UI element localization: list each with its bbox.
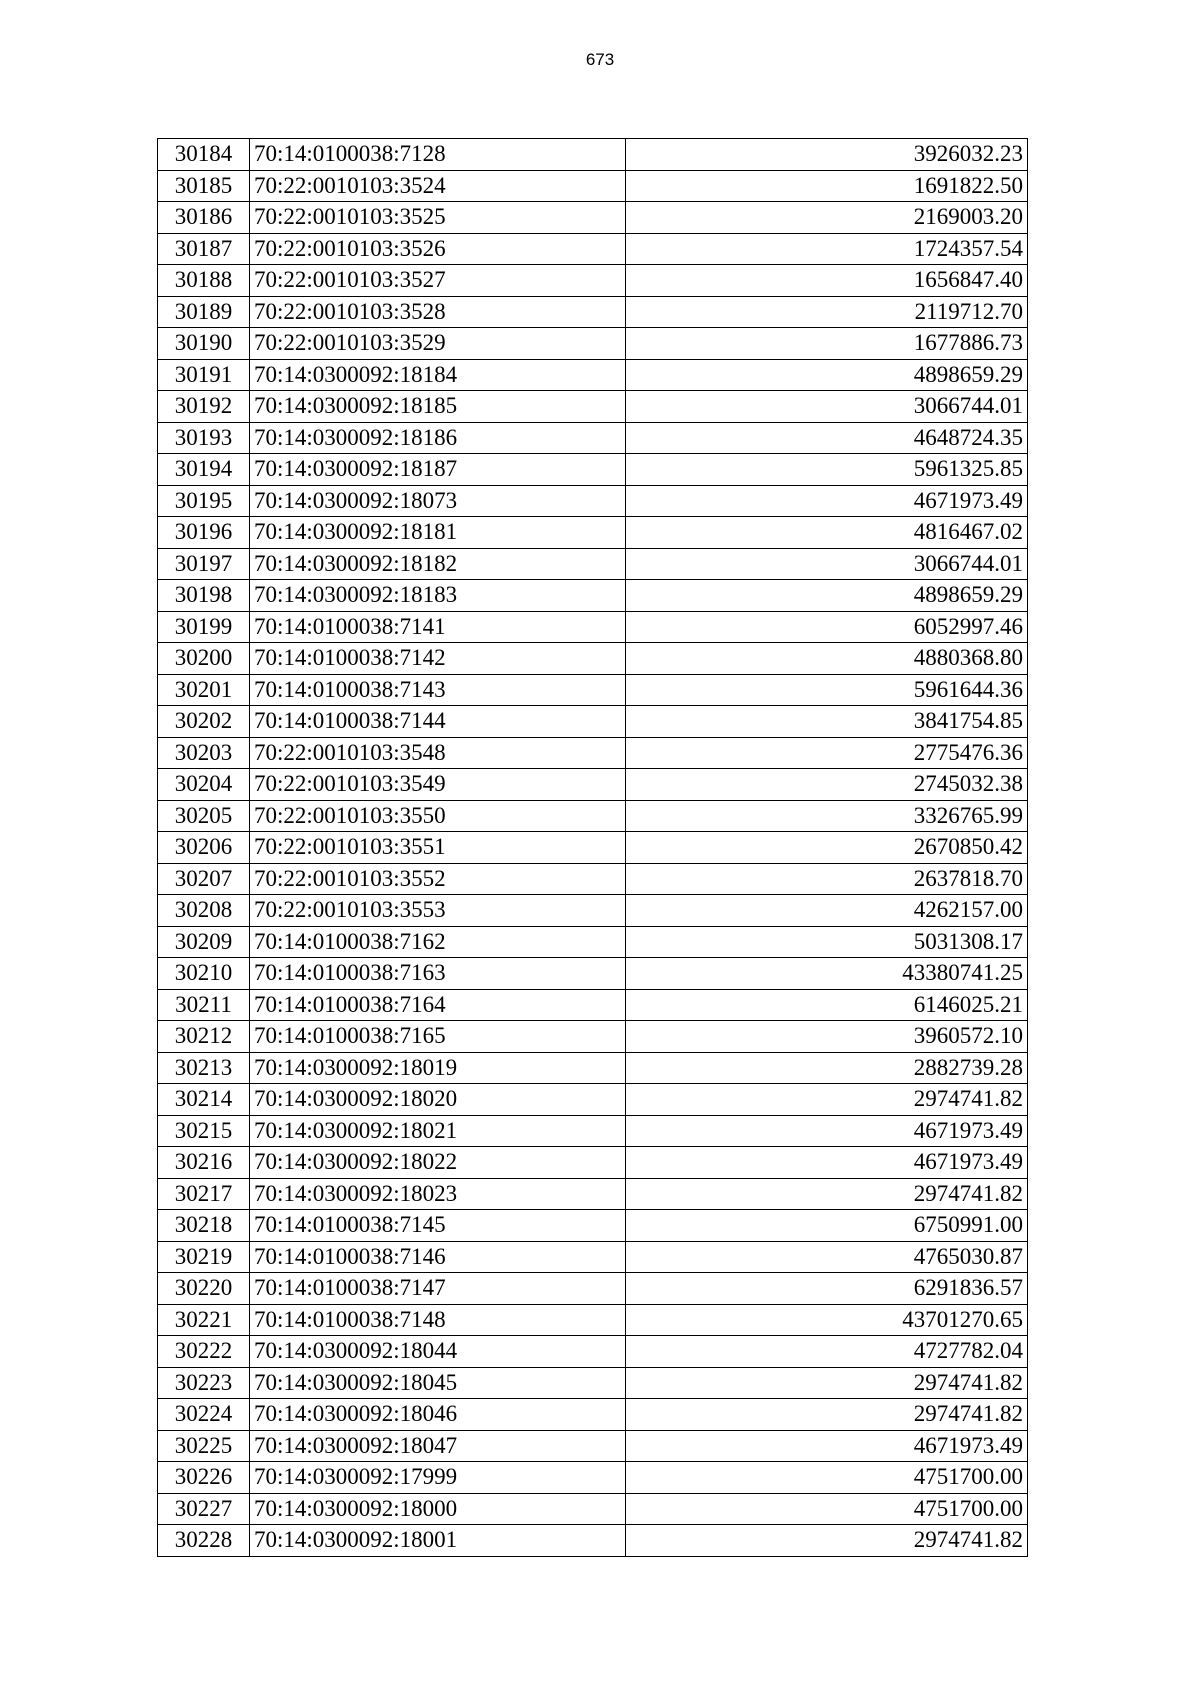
row-number-cell: 30204 bbox=[158, 769, 250, 801]
cadastral-number-cell: 70:14:0300092:17999 bbox=[250, 1462, 626, 1494]
cadastral-value-cell: 4671973.49 bbox=[626, 1115, 1028, 1147]
row-number-cell: 30208 bbox=[158, 895, 250, 927]
table-row bbox=[158, 989, 1028, 1021]
cadastral-number-cell: 70:22:0010103:3549 bbox=[250, 769, 626, 801]
table-row bbox=[158, 454, 1028, 486]
cadastral-value-cell: 43380741.25 bbox=[626, 958, 1028, 990]
cadastral-number-cell: 70:14:0100038:7163 bbox=[250, 958, 626, 990]
cadastral-value-cell: 2974741.82 bbox=[626, 1084, 1028, 1116]
cadastral-value-cell: 6750991.00 bbox=[626, 1210, 1028, 1242]
cadastral-number-cell: 70:14:0100038:7128 bbox=[250, 139, 626, 171]
cadastral-value-cell: 4671973.49 bbox=[626, 485, 1028, 517]
row-number-cell: 30220 bbox=[158, 1273, 250, 1305]
cadastral-value-cell: 4816467.02 bbox=[626, 517, 1028, 549]
cadastral-value-cell: 3326765.99 bbox=[626, 800, 1028, 832]
table-row bbox=[158, 674, 1028, 706]
row-number-cell: 30200 bbox=[158, 643, 250, 675]
table-row bbox=[158, 863, 1028, 895]
row-number-cell: 30199 bbox=[158, 611, 250, 643]
table-row bbox=[158, 895, 1028, 927]
row-number-cell: 30188 bbox=[158, 265, 250, 297]
table-row bbox=[158, 391, 1028, 423]
cadastral-number-cell: 70:14:0100038:7146 bbox=[250, 1241, 626, 1273]
cadastral-number-cell: 70:14:0100038:7144 bbox=[250, 706, 626, 738]
row-number-cell: 30192 bbox=[158, 391, 250, 423]
table-row bbox=[158, 1399, 1028, 1431]
cadastral-number-cell: 70:14:0100038:7164 bbox=[250, 989, 626, 1021]
cadastral-value-cell: 2974741.82 bbox=[626, 1367, 1028, 1399]
cadastral-number-cell: 70:14:0100038:7141 bbox=[250, 611, 626, 643]
cadastral-value-cell: 5031308.17 bbox=[626, 926, 1028, 958]
row-number-cell: 30213 bbox=[158, 1052, 250, 1084]
cadastral-value-cell: 4648724.35 bbox=[626, 422, 1028, 454]
cadastral-value-cell: 6146025.21 bbox=[626, 989, 1028, 1021]
cadastral-value-cell: 43701270.65 bbox=[626, 1304, 1028, 1336]
cadastral-number-cell: 70:14:0300092:18022 bbox=[250, 1147, 626, 1179]
page-number: 673 bbox=[585, 50, 615, 69]
row-number-cell: 30215 bbox=[158, 1115, 250, 1147]
cadastral-number-cell: 70:14:0300092:18019 bbox=[250, 1052, 626, 1084]
row-number-cell: 30189 bbox=[158, 296, 250, 328]
row-number-cell: 30228 bbox=[158, 1525, 250, 1557]
cadastral-value-cell: 4671973.49 bbox=[626, 1147, 1028, 1179]
cadastral-value-cell: 2119712.70 bbox=[626, 296, 1028, 328]
cadastral-number-cell: 70:14:0100038:7147 bbox=[250, 1273, 626, 1305]
row-number-cell: 30214 bbox=[158, 1084, 250, 1116]
table-row bbox=[158, 422, 1028, 454]
row-number-cell: 30227 bbox=[158, 1493, 250, 1525]
cadastral-value-cell: 3926032.23 bbox=[626, 139, 1028, 171]
cadastral-value-cell: 4751700.00 bbox=[626, 1493, 1028, 1525]
cadastral-number-cell: 70:14:0300092:18182 bbox=[250, 548, 626, 580]
table-row bbox=[158, 706, 1028, 738]
table-row bbox=[158, 485, 1028, 517]
table-row bbox=[158, 359, 1028, 391]
cadastral-value-cell: 3066744.01 bbox=[626, 391, 1028, 423]
cadastral-value-cell: 1656847.40 bbox=[626, 265, 1028, 297]
cadastral-number-cell: 70:14:0300092:18046 bbox=[250, 1399, 626, 1431]
table-row bbox=[158, 926, 1028, 958]
table-row bbox=[158, 1367, 1028, 1399]
cadastral-value-cell: 4898659.29 bbox=[626, 580, 1028, 612]
cadastral-value-cell: 5961325.85 bbox=[626, 454, 1028, 486]
row-number-cell: 30187 bbox=[158, 233, 250, 265]
cadastral-number-cell: 70:14:0300092:18023 bbox=[250, 1178, 626, 1210]
cadastral-value-cell: 2974741.82 bbox=[626, 1525, 1028, 1557]
table-row bbox=[158, 517, 1028, 549]
row-number-cell: 30222 bbox=[158, 1336, 250, 1368]
cadastral-number-cell: 70:14:0300092:18000 bbox=[250, 1493, 626, 1525]
row-number-cell: 30197 bbox=[158, 548, 250, 580]
cadastral-value-cell: 3841754.85 bbox=[626, 706, 1028, 738]
row-number-cell: 30185 bbox=[158, 170, 250, 202]
cadastral-value-cell: 4671973.49 bbox=[626, 1430, 1028, 1462]
cadastral-value-cell: 2775476.36 bbox=[626, 737, 1028, 769]
table-row bbox=[158, 643, 1028, 675]
row-number-cell: 30201 bbox=[158, 674, 250, 706]
cadastral-value-cell: 1691822.50 bbox=[626, 170, 1028, 202]
cadastral-value-cell: 4765030.87 bbox=[626, 1241, 1028, 1273]
row-number-cell: 30225 bbox=[158, 1430, 250, 1462]
table-row bbox=[158, 1525, 1028, 1557]
table-row bbox=[158, 1241, 1028, 1273]
table-row bbox=[158, 958, 1028, 990]
cadastral-number-cell: 70:22:0010103:3551 bbox=[250, 832, 626, 864]
row-number-cell: 30194 bbox=[158, 454, 250, 486]
table-row bbox=[158, 1210, 1028, 1242]
row-number-cell: 30224 bbox=[158, 1399, 250, 1431]
row-number-cell: 30205 bbox=[158, 800, 250, 832]
cadastral-number-cell: 70:14:0100038:7145 bbox=[250, 1210, 626, 1242]
cadastral-number-cell: 70:14:0300092:18020 bbox=[250, 1084, 626, 1116]
row-number-cell: 30184 bbox=[158, 139, 250, 171]
cadastral-value-cell: 4751700.00 bbox=[626, 1462, 1028, 1494]
cadastral-number-cell: 70:14:0300092:18047 bbox=[250, 1430, 626, 1462]
cadastral-number-cell: 70:22:0010103:3529 bbox=[250, 328, 626, 360]
row-number-cell: 30218 bbox=[158, 1210, 250, 1242]
cadastral-value-cell: 1677886.73 bbox=[626, 328, 1028, 360]
table-row bbox=[158, 1304, 1028, 1336]
cadastral-value-cell: 2882739.28 bbox=[626, 1052, 1028, 1084]
row-number-cell: 30191 bbox=[158, 359, 250, 391]
table-row bbox=[158, 1147, 1028, 1179]
table-row bbox=[158, 548, 1028, 580]
cadastral-number-cell: 70:22:0010103:3553 bbox=[250, 895, 626, 927]
cadastral-number-cell: 70:22:0010103:3550 bbox=[250, 800, 626, 832]
cadastral-value-cell: 3066744.01 bbox=[626, 548, 1028, 580]
table-row bbox=[158, 1021, 1028, 1053]
cadastral-number-cell: 70:22:0010103:3524 bbox=[250, 170, 626, 202]
cadastral-value-cell: 4880368.80 bbox=[626, 643, 1028, 675]
row-number-cell: 30219 bbox=[158, 1241, 250, 1273]
table-row bbox=[158, 328, 1028, 360]
cadastral-number-cell: 70:14:0300092:18185 bbox=[250, 391, 626, 423]
table-row bbox=[158, 296, 1028, 328]
table-row bbox=[158, 1462, 1028, 1494]
table-row bbox=[158, 1430, 1028, 1462]
table-row bbox=[158, 800, 1028, 832]
row-number-cell: 30202 bbox=[158, 706, 250, 738]
cadastral-value-cell: 6291836.57 bbox=[626, 1273, 1028, 1305]
cadastral-number-cell: 70:22:0010103:3548 bbox=[250, 737, 626, 769]
table-row bbox=[158, 1178, 1028, 1210]
cadastral-number-cell: 70:22:0010103:3528 bbox=[250, 296, 626, 328]
table-row bbox=[158, 265, 1028, 297]
cadastral-number-cell: 70:14:0100038:7142 bbox=[250, 643, 626, 675]
table-row bbox=[158, 202, 1028, 234]
cadastral-number-cell: 70:14:0300092:18183 bbox=[250, 580, 626, 612]
table-row bbox=[158, 1084, 1028, 1116]
row-number-cell: 30203 bbox=[158, 737, 250, 769]
cadastral-number-cell: 70:22:0010103:3526 bbox=[250, 233, 626, 265]
table-row bbox=[158, 1052, 1028, 1084]
table-row bbox=[158, 1493, 1028, 1525]
table-row bbox=[158, 233, 1028, 265]
table-row bbox=[158, 580, 1028, 612]
table-row bbox=[158, 1336, 1028, 1368]
row-number-cell: 30186 bbox=[158, 202, 250, 234]
cadastral-number-cell: 70:14:0300092:18045 bbox=[250, 1367, 626, 1399]
cadastral-value-cell: 2745032.38 bbox=[626, 769, 1028, 801]
cadastral-value-cell: 3960572.10 bbox=[626, 1021, 1028, 1053]
cadastral-value-cell: 2974741.82 bbox=[626, 1399, 1028, 1431]
table-row bbox=[158, 832, 1028, 864]
cadastral-value-cell: 4262157.00 bbox=[626, 895, 1028, 927]
cadastral-value-cell: 2637818.70 bbox=[626, 863, 1028, 895]
table-row bbox=[158, 139, 1028, 171]
cadastral-value-cell: 6052997.46 bbox=[626, 611, 1028, 643]
cadastral-number-cell: 70:14:0100038:7165 bbox=[250, 1021, 626, 1053]
row-number-cell: 30210 bbox=[158, 958, 250, 990]
table-row bbox=[158, 170, 1028, 202]
cadastral-value-table bbox=[157, 138, 1028, 1557]
row-number-cell: 30193 bbox=[158, 422, 250, 454]
cadastral-number-cell: 70:14:0300092:18073 bbox=[250, 485, 626, 517]
cadastral-number-cell: 70:14:0300092:18184 bbox=[250, 359, 626, 391]
cadastral-value-cell: 1724357.54 bbox=[626, 233, 1028, 265]
row-number-cell: 30217 bbox=[158, 1178, 250, 1210]
table-row bbox=[158, 737, 1028, 769]
row-number-cell: 30211 bbox=[158, 989, 250, 1021]
table-row bbox=[158, 769, 1028, 801]
cadastral-value-cell: 2974741.82 bbox=[626, 1178, 1028, 1210]
table-body bbox=[158, 139, 1028, 1557]
cadastral-value-cell: 4727782.04 bbox=[626, 1336, 1028, 1368]
cadastral-number-cell: 70:14:0300092:18021 bbox=[250, 1115, 626, 1147]
cadastral-number-cell: 70:14:0300092:18044 bbox=[250, 1336, 626, 1368]
table-row bbox=[158, 1273, 1028, 1305]
row-number-cell: 30195 bbox=[158, 485, 250, 517]
cadastral-number-cell: 70:22:0010103:3525 bbox=[250, 202, 626, 234]
table-row bbox=[158, 611, 1028, 643]
cadastral-number-cell: 70:14:0300092:18181 bbox=[250, 517, 626, 549]
row-number-cell: 30226 bbox=[158, 1462, 250, 1494]
cadastral-number-cell: 70:14:0100038:7143 bbox=[250, 674, 626, 706]
row-number-cell: 30207 bbox=[158, 863, 250, 895]
table-row bbox=[158, 1115, 1028, 1147]
cadastral-value-cell: 2670850.42 bbox=[626, 832, 1028, 864]
cadastral-number-cell: 70:14:0300092:18001 bbox=[250, 1525, 626, 1557]
cadastral-value-cell: 5961644.36 bbox=[626, 674, 1028, 706]
row-number-cell: 30221 bbox=[158, 1304, 250, 1336]
row-number-cell: 30190 bbox=[158, 328, 250, 360]
cadastral-value-cell: 4898659.29 bbox=[626, 359, 1028, 391]
row-number-cell: 30198 bbox=[158, 580, 250, 612]
cadastral-number-cell: 70:14:0300092:18187 bbox=[250, 454, 626, 486]
row-number-cell: 30216 bbox=[158, 1147, 250, 1179]
cadastral-value-cell: 2169003.20 bbox=[626, 202, 1028, 234]
row-number-cell: 30223 bbox=[158, 1367, 250, 1399]
cadastral-number-cell: 70:14:0100038:7162 bbox=[250, 926, 626, 958]
row-number-cell: 30206 bbox=[158, 832, 250, 864]
cadastral-number-cell: 70:14:0300092:18186 bbox=[250, 422, 626, 454]
row-number-cell: 30209 bbox=[158, 926, 250, 958]
cadastral-number-cell: 70:22:0010103:3527 bbox=[250, 265, 626, 297]
row-number-cell: 30212 bbox=[158, 1021, 250, 1053]
row-number-cell: 30196 bbox=[158, 517, 250, 549]
cadastral-number-cell: 70:22:0010103:3552 bbox=[250, 863, 626, 895]
cadastral-number-cell: 70:14:0100038:7148 bbox=[250, 1304, 626, 1336]
